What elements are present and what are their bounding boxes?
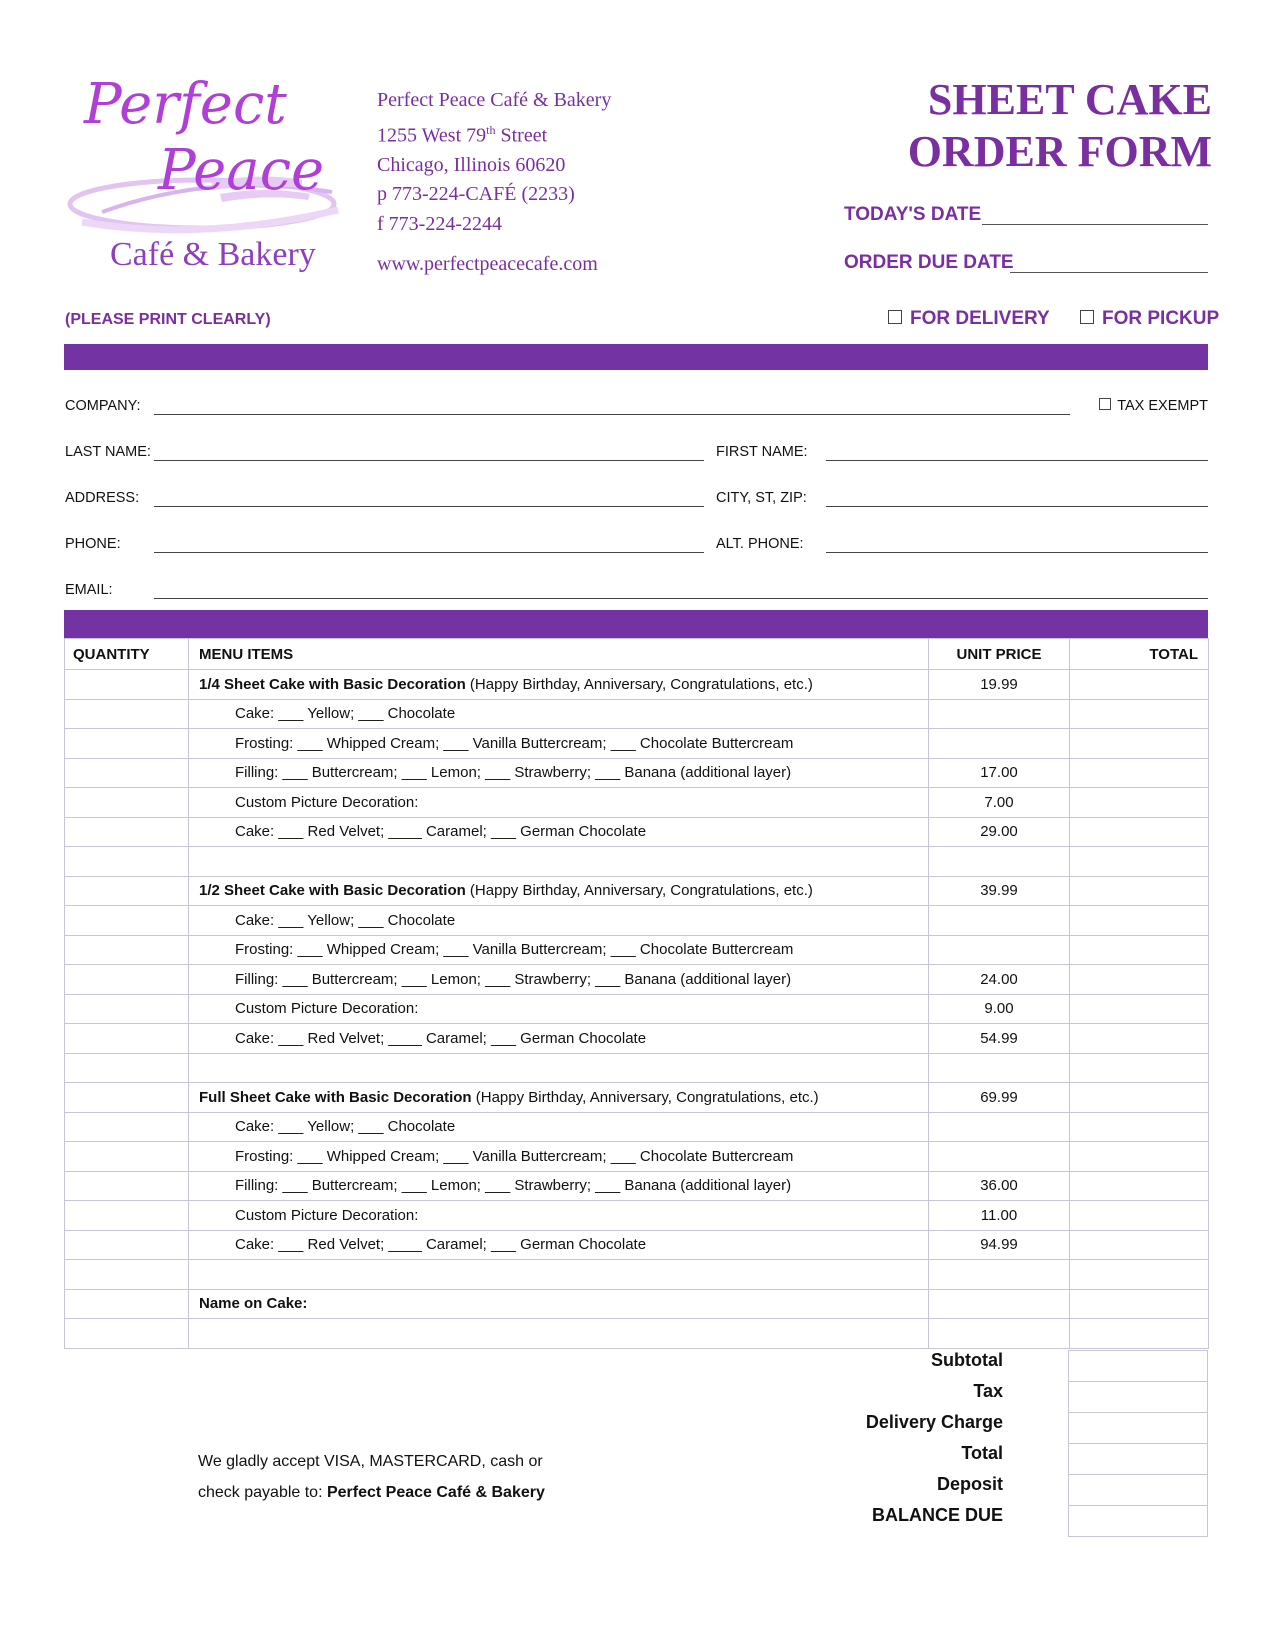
unit-price-cell (929, 906, 1070, 936)
total-cell[interactable] (1070, 788, 1209, 818)
for-delivery-option[interactable]: FOR DELIVERY (888, 308, 1050, 330)
total-cell[interactable] (1070, 906, 1209, 936)
table-row (65, 699, 1209, 729)
form-title (792, 74, 1212, 178)
unit-price-cell: 9.00 (929, 994, 1070, 1024)
bakery-website-link[interactable]: www.perfectpeacecafe.com (377, 253, 598, 276)
quantity-cell[interactable] (65, 1053, 189, 1083)
quantity-cell[interactable] (65, 847, 189, 877)
menu-item-cell (189, 935, 929, 965)
bakery-street: 1255 West 79th Street (377, 122, 548, 147)
table-row (65, 1289, 1209, 1319)
total-cell[interactable] (1070, 965, 1209, 995)
total-cell[interactable] (1070, 1201, 1209, 1231)
table-row (65, 1260, 1209, 1290)
total-label: Total (961, 1443, 1003, 1463)
quantity-cell[interactable] (65, 1142, 189, 1172)
menu-item-text: Cake: ___ Red Velvet; ____ Caramel; ___ German Chocolate (235, 1029, 647, 1047)
unit-price-cell (929, 1112, 1070, 1142)
unit-price-cell (929, 1053, 1070, 1083)
print-clearly-note: (PLEASE PRINT CLEARLY) (65, 311, 271, 328)
menu-item-cell (189, 1053, 929, 1083)
pickup-checkbox[interactable] (1080, 310, 1094, 324)
quantity-cell[interactable] (65, 758, 189, 788)
menu-item-title: Full Sheet Cake with Basic Decoration (199, 1088, 472, 1106)
quantity-cell[interactable] (65, 1083, 189, 1113)
total-cell[interactable] (1070, 1053, 1209, 1083)
bakery-city: Chicago, Illinois 60620 (377, 153, 566, 176)
company-label: COMPANY: (65, 398, 141, 414)
table-row (65, 1112, 1209, 1142)
total-cell[interactable] (1070, 1319, 1209, 1349)
menu-item-cell (189, 876, 929, 906)
quantity-cell[interactable] (65, 1024, 189, 1054)
tax-exempt-checkbox[interactable] (1099, 398, 1111, 410)
deposit-label: Deposit (936, 1474, 1003, 1494)
total-cell[interactable] (1070, 758, 1209, 788)
table-row (65, 994, 1209, 1024)
address-field[interactable] (154, 506, 704, 507)
quantity-cell[interactable] (65, 1260, 189, 1290)
table-row (65, 788, 1209, 818)
table-row (65, 935, 1209, 965)
total-cell[interactable] (1070, 1289, 1209, 1319)
quantity-cell[interactable] (65, 906, 189, 936)
delivery-charge-field[interactable] (1069, 1413, 1208, 1444)
menu-item-text: Frosting: ___ Whipped Cream; ___ Vanilla Buttercream; ___ Chocolate Buttercream (235, 1147, 794, 1165)
unit-price-cell: 54.99 (929, 1024, 1070, 1054)
for-pickup-option[interactable]: FOR PICKUP (1080, 308, 1219, 330)
todays-date-field[interactable] (982, 224, 1208, 225)
menu-item-cell (189, 994, 929, 1024)
phone-label: PHONE: (65, 536, 121, 552)
order-due-date-label: ORDER DUE DATE (844, 252, 1014, 273)
menu-items-header: MENU ITEMS (189, 639, 929, 670)
menu-item-text: Cake: ___ Yellow; ___ Chocolate (235, 911, 456, 929)
unit-price-cell (929, 1142, 1070, 1172)
unit-price-cell (929, 729, 1070, 759)
menu-item-cell (189, 1260, 929, 1290)
quantity-cell[interactable] (65, 935, 189, 965)
menu-item-cell (189, 699, 929, 729)
menu-item-text: Custom Picture Decoration: (235, 1206, 419, 1224)
unit-price-cell (929, 1319, 1070, 1349)
quantity-cell[interactable] (65, 1289, 189, 1319)
total-cell[interactable] (1070, 847, 1209, 877)
menu-item-text: Filling: ___ Buttercream; ___ Lemon; ___ Strawberry; ___ Banana (additional layer) (235, 970, 792, 988)
quantity-cell[interactable] (65, 1201, 189, 1231)
delivery-checkbox[interactable] (888, 310, 902, 324)
unit-price-cell: 36.00 (929, 1171, 1070, 1201)
menu-item-text: Custom Picture Decoration: (235, 793, 419, 811)
menu-item-text: Cake: ___ Red Velvet; ____ Caramel; ___ German Chocolate (235, 1236, 647, 1254)
table-divider-bar (64, 610, 1208, 638)
unit-price-cell: 17.00 (929, 758, 1070, 788)
unit-price-cell (929, 1289, 1070, 1319)
title-line-1: SHEET CAKE (927, 75, 1212, 124)
quantity-cell[interactable] (65, 1230, 189, 1260)
menu-item-cell (189, 1112, 929, 1142)
quantity-cell[interactable] (65, 876, 189, 906)
quantity-cell[interactable] (65, 729, 189, 759)
bakery-contact (377, 86, 611, 280)
table-row (65, 1201, 1209, 1231)
order-table (64, 638, 1209, 1349)
balance-due-label: BALANCE DUE (871, 1505, 1003, 1525)
menu-item-cell (189, 1201, 929, 1231)
first-name-field[interactable] (826, 460, 1208, 461)
quantity-header: QUANTITY (65, 639, 189, 670)
table-row (65, 1053, 1209, 1083)
menu-item-text: Filling: ___ Buttercream; ___ Lemon; ___ Strawberry; ___ Banana (additional layer) (235, 764, 792, 782)
unit-price-cell: 39.99 (929, 876, 1070, 906)
menu-item-text: Cake: ___ Red Velvet; ____ Caramel; ___ German Chocolate (235, 823, 647, 841)
tax-exempt-option[interactable]: TAX EXEMPT (1099, 398, 1208, 414)
total-cell[interactable] (1070, 1083, 1209, 1113)
total-cell[interactable] (1070, 1024, 1209, 1054)
bakery-logo (62, 62, 352, 292)
quantity-cell[interactable] (65, 670, 189, 700)
unit-price-cell (929, 935, 1070, 965)
logo-peace-text: Peace (158, 138, 325, 203)
menu-item-cell (189, 1289, 929, 1319)
header-divider-bar (64, 344, 1208, 370)
menu-item-cell (189, 1319, 929, 1349)
order-due-date-field[interactable] (1010, 272, 1208, 273)
bakery-name: Perfect Peace Café & Bakery (377, 89, 612, 111)
menu-item-text: Frosting: ___ Whipped Cream; ___ Vanilla Buttercream; ___ Chocolate Buttercream (235, 734, 794, 752)
unit-price-cell (929, 699, 1070, 729)
menu-item-text: Filling: ___ Buttercream; ___ Lemon; ___ Strawberry; ___ Banana (additional layer) (235, 1177, 792, 1195)
menu-item-cell (189, 1230, 929, 1260)
unit-price-cell: 11.00 (929, 1201, 1070, 1231)
menu-item-title: 1/2 Sheet Cake with Basic Decoration (199, 882, 466, 900)
company-field[interactable] (154, 414, 1070, 415)
email-field[interactable] (154, 598, 1208, 599)
menu-item-text: Cake: ___ Yellow; ___ Chocolate (235, 705, 456, 723)
title-line-2: ORDER FORM (907, 127, 1212, 176)
payment-note-line-1: We gladly accept VISA, MASTERCARD, cash or (198, 1453, 543, 1470)
last-name-field[interactable] (154, 460, 704, 461)
total-cell[interactable] (1070, 1142, 1209, 1172)
menu-item-cell (189, 817, 929, 847)
quantity-cell[interactable] (65, 817, 189, 847)
unit-price-cell: 7.00 (929, 788, 1070, 818)
email-label: EMAIL: (65, 582, 113, 598)
balance-due-field[interactable] (1069, 1506, 1208, 1537)
unit-price-cell: 19.99 (929, 670, 1070, 700)
table-row (65, 906, 1209, 936)
menu-item-cell (189, 729, 929, 759)
total-cell[interactable] (1070, 1171, 1209, 1201)
logo-perfect-text: Perfect (84, 72, 287, 137)
quantity-cell[interactable] (65, 788, 189, 818)
menu-item-cell (189, 758, 929, 788)
menu-item-cell (189, 847, 929, 877)
last-name-label: LAST NAME: (65, 444, 151, 460)
table-row (65, 817, 1209, 847)
address-label: ADDRESS: (65, 490, 140, 506)
alt-phone-field[interactable] (826, 552, 1208, 553)
table-row (65, 729, 1209, 759)
first-name-label: FIRST NAME: (716, 444, 808, 460)
menu-item-text: (Happy Birthday, Anniversary, Congratulations, etc.) (465, 882, 813, 900)
unit-price-cell (929, 847, 1070, 877)
table-row (65, 1171, 1209, 1201)
table-row (65, 847, 1209, 877)
quantity-cell[interactable] (65, 699, 189, 729)
table-header-row (65, 639, 1209, 670)
total-cell[interactable] (1070, 729, 1209, 759)
tax-field[interactable] (1069, 1382, 1208, 1413)
table-row (65, 1319, 1209, 1349)
subtotal-field[interactable] (1069, 1351, 1208, 1382)
alt-phone-label: ALT. PHONE: (716, 536, 804, 552)
table-row (65, 1083, 1209, 1113)
total-field[interactable] (1069, 1444, 1208, 1475)
menu-item-cell (189, 1142, 929, 1172)
unit-price-cell: 24.00 (929, 965, 1070, 995)
menu-item-text: (Happy Birthday, Anniversary, Congratulations, etc.) (465, 675, 813, 693)
menu-item-cell (189, 1171, 929, 1201)
logo-cafe-bakery-text: Café & Bakery (110, 236, 316, 273)
payable-to-name: Perfect Peace Café & Bakery (326, 1484, 545, 1501)
table-row (65, 670, 1209, 700)
quantity-cell[interactable] (65, 1319, 189, 1349)
total-header: TOTAL (1070, 639, 1209, 670)
total-cell[interactable] (1070, 1230, 1209, 1260)
unit-price-cell (929, 1260, 1070, 1290)
deposit-field[interactable] (1069, 1475, 1208, 1506)
menu-item-text: (Happy Birthday, Anniversary, Congratulations, etc.) (471, 1088, 819, 1106)
bakery-fax: f 773-224-2244 (377, 212, 502, 235)
city-st-zip-label: CITY, ST, ZIP: (716, 490, 807, 506)
menu-item-text: Custom Picture Decoration: (235, 1000, 419, 1018)
payment-note-line-2: check payable to: Perfect Peace Café & Bakery (198, 1484, 545, 1501)
unit-price-cell: 29.00 (929, 817, 1070, 847)
total-cell[interactable] (1070, 1260, 1209, 1290)
total-cell[interactable] (1070, 994, 1209, 1024)
menu-item-cell (189, 965, 929, 995)
quantity-cell[interactable] (65, 994, 189, 1024)
payment-note (198, 1446, 545, 1508)
total-cell[interactable] (1070, 817, 1209, 847)
menu-item-cell (189, 1083, 929, 1113)
menu-item-text: Cake: ___ Yellow; ___ Chocolate (235, 1118, 456, 1136)
menu-item-cell (189, 670, 929, 700)
table-row (65, 1230, 1209, 1260)
unit-price-cell: 69.99 (929, 1083, 1070, 1113)
quantity-cell[interactable] (65, 1171, 189, 1201)
bakery-phone: p 773-224-CAFÉ (2233) (377, 183, 575, 206)
subtotal-label: Subtotal (931, 1350, 1003, 1370)
summary-amount-boxes (1068, 1350, 1208, 1537)
total-cell[interactable] (1070, 699, 1209, 729)
table-row (65, 876, 1209, 906)
total-cell[interactable] (1070, 670, 1209, 700)
total-cell[interactable] (1070, 1112, 1209, 1142)
menu-item-title: Name on Cake: (199, 1295, 308, 1313)
city-st-zip-field[interactable] (826, 506, 1208, 507)
quantity-cell[interactable] (65, 1112, 189, 1142)
unit-price-cell: 94.99 (929, 1230, 1070, 1260)
total-cell[interactable] (1070, 935, 1209, 965)
menu-item-cell (189, 906, 929, 936)
todays-date-label: TODAY'S DATE (844, 204, 982, 225)
table-row (65, 758, 1209, 788)
menu-item-text: Frosting: ___ Whipped Cream; ___ Vanilla Buttercream; ___ Chocolate Buttercream (235, 941, 794, 959)
menu-item-cell (189, 788, 929, 818)
menu-item-title: 1/4 Sheet Cake with Basic Decoration (199, 675, 466, 693)
menu-item-cell (189, 1024, 929, 1054)
unit-price-header: UNIT PRICE (929, 639, 1070, 670)
delivery-charge-label: Delivery Charge (865, 1412, 1003, 1432)
phone-field[interactable] (154, 552, 704, 553)
table-row (65, 1024, 1209, 1054)
table-row (65, 1142, 1209, 1172)
total-cell[interactable] (1070, 876, 1209, 906)
quantity-cell[interactable] (65, 965, 189, 995)
tax-label: Tax (973, 1381, 1003, 1401)
table-row (65, 965, 1209, 995)
